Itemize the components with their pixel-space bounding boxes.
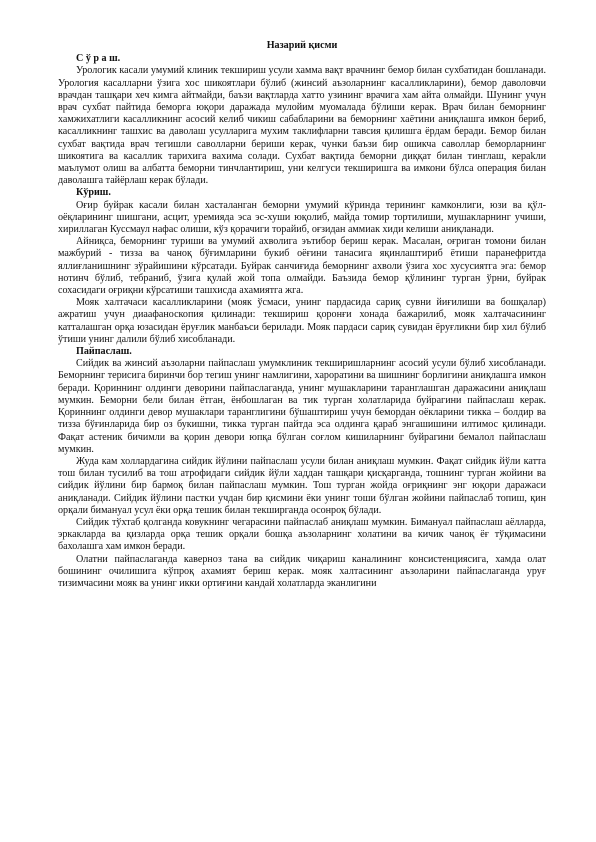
paragraph: Сийдик тўхтаб қолганда ковукнинг чегарасини пайпаслаб аниқлаш мумкин. Бимануал пайпаслаш аёлларда, эркакларда ва қизларда орқа тешик орқали бошқа аъзоларнинг холатини ва кичик чаноқ ёғ тўқимасини бахолашга хам имкон беради. [58,516,546,553]
section-heading: Пайпаслаш. [76,346,132,358]
paragraph: Айниқса, беморнинг туриши ва умумий ахволига эътибор бериш керак. Масалан, оғриган томони билан мажбурий - тизза ва чаноқ бўғимларини букиб оёғини танасига яқинлаштириб ётиши паранефритда яллиғланишнинг зўрайишини кўрсатади. Буйрак санчиғида беморнинг ахволи ўзига хос хусусиятга эга: бемор нотинч бўлиб, тебраниб, ўзига қулай жой топа олмайди. Баъзида бемор қўлининг турган ўрни, буйрак сохасидаги оғриқни кўрсатиши ташхисда ахамиятга жга. [58,236,546,297]
document-page [58,40,546,590]
page-title: Назарий қисми [266,40,338,51]
paragraph: Мояк халтачаси касалликларини (мояк ўсмаси, унинг пардасида сариқ сувни йиғилиши ва бошқалар) ажратиш учун диаафаноскопия қилинади: текшириш қоронғи хонада бажарилиб, мояк халтачасининг катталашган орқа юзасидан ёруғлик манбаъси берилади. Мояк пардаси сариқ сувидан ёруғликни бир хил бўлиб ўтиши унинг далили бўлиб хисобланади. [58,297,546,345]
paragraph: Жуда кам холлардагина сийдик йўлини пайпаслаш усули билан аниқлаш мумкин. Фақат сийдик йўли катта тош билан тусилиб ва тош атрофидаги сийдик йўли хаддан ташқари қисқарганда, тошнинг турган жойини ва сийдик йўлини бир бармоқ билан пайпаслаш мумкин. Тош турган жойда оғриқнинг энг юқори даражаси аниқланади. Сийдик йўлини пастки учдан бир қисмини ёки унинг тоши бўлган жойини пайпаслаб топиш, қин орқали бимануал усул ёки орқа тешик билан текширганда осонроқ бўлади. [58,455,546,516]
paragraph: Оғир буйрак касали билан хасталанган беморни умумий кўринда терининг камконлиги, юзи ва қўл-оёқларининг шишгани, асцит, уремияда эса эс-хуши юқолиб, майда томир тортилиши, мушакларнинг учиши, хириллаган Куссмаул нафас олиши, кўз қорачиги торайиб, оғзидан аммиак хиди келиши аниқланади. [58,199,546,236]
paragraph: Урологик касали умумий клиник текшириш усули хамма вақт врачнинг бемор билан сухбатидан бошланади. Урология касалларни ўзига хос шикоятлари бўлиб (жинсий аъзоларнинг касалликларини), бемор даволовчи врачдан ташқари хеч кимга айтмайди, баъзи вақтларда хатто узининг врачига хам айта олмайди. Шунинг учун врач сухбат пайтида беморга юқори даражада мулойим муомалада бўлиши керак. Врач билан беморнинг хамжихатлиги касалликнинг асосий келиб чикиш сабабларини ва беморнинг хаётини аниқлашга имкон бериб, касалликнинг ташхис ва даволаш усулларига мухим таклифларни тавсия қилишга ёрдам беради. Бемор билан сухбат вақтида врач тегишли саволларни бериши керак, чунки баъзи бир ошикча саволлар беморларнинг шикоятига ва касаллик тарихига вахима солади. Сухбат вақтида беморни диққат билан тинглаш, кераkли маълумот олиш ва албатта беморни тинчлантириш, уни келгуси текширишга ва имкони бўлса операция билан даволашга тайёрлаш керак бўлади. [58,65,546,187]
paragraph: Олатни пайпаслаганда каверноз тана ва сийдик чиқариш каналининг консистенциясига, хамда олат бошининг очилишига кўпроқ ахамият бериш керак. мояк халтасининг аъзоларини пайпаслаганда уруғ тизимчасини мояк ва унинг икки ортиғини кандай холатларда эканлигини [58,553,546,589]
section-heading: Кўриш. [76,187,111,199]
document-body [58,53,546,590]
paragraph: Сийдик ва жинсий аъзоларни пайпаслаш умумклиник текширишларнинг асосий усули бўлиб хисобланади. Беморнинг терисига биринчи бор тегиш унинг намлигини, хароратини ва шишнинг борлигини аниқлашга имкон беради. Қориннинг олдинги деворини пайпаслаганда, унинг мушакларини таранглашган даражасини аниқлаш мумкин. Беморни бели билан ётган, ёнбошлаган ва тик турган холатларида буйрагини пайпаслаш керак. Қориннинг олдинги девор мушаклари таранглигини бўшаштириш учун бемордан оёкларини тикка – болдир ва тизза бўғинларида бир оз букишни, тикка турган пайтда эса олдинга қараб энгашишини илтимос қилинади. Фақат астеник бичимли ва қорин девори юпқа бўлган соғлом кишиларнинг буйрагини бемалол пайпаслаш мумкин. [58,358,546,455]
section-heading: С ў р а ш. [76,53,121,65]
